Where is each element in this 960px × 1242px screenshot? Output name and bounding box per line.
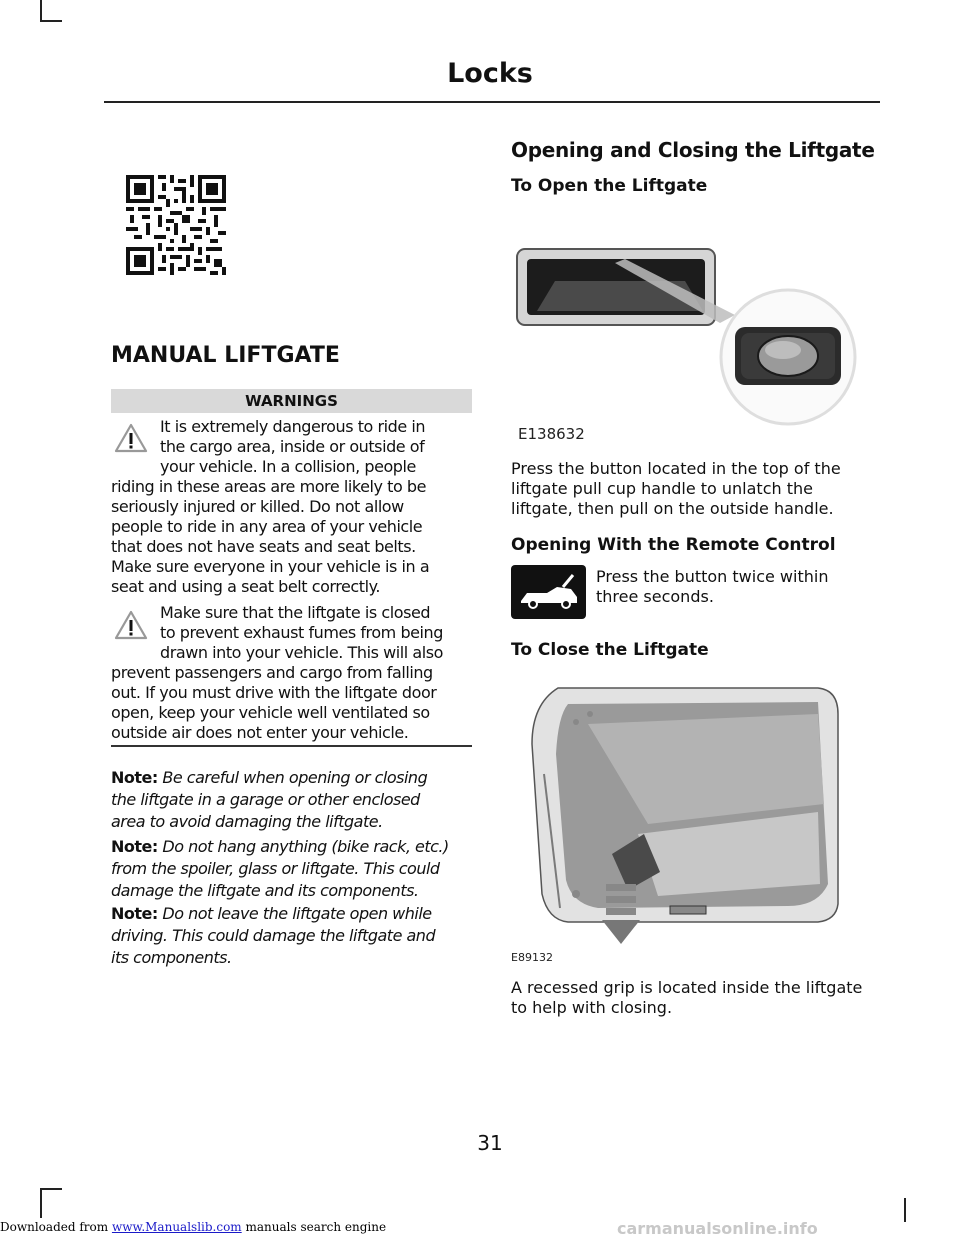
manualslib-link[interactable]: www.Manualslib.com [111, 1220, 242, 1234]
open-instructions-text: Press the button located in the top of the liftgate pull cup handle to unlatch the liftgate, then pull on the outside handle. [511, 459, 841, 518]
watermark-text: carmanualsonline.info [617, 1219, 818, 1238]
crop-mark [40, 20, 62, 22]
figure-id-label: E138632 [518, 425, 585, 443]
heading-to-close: To Close the Liftgate [511, 640, 709, 660]
note-2: Note: Do not hang anything (bike rack, etc.) from the spoiler, glass or liftgate. This could damage the liftgate and its components. [111, 837, 449, 900]
remote-liftgate-button-icon [511, 565, 586, 619]
header-divider [104, 101, 880, 103]
warning-text-1: It is extremely dangerous to ride in the cargo area, inside or outside of your vehicle. In a collision, people riding in these areas are more likely to be seriously injured or killed. Do not allow people to ride in any area of your vehicle that does not have seats and seat belts. Make sure everyone in your vehicle is in a seat and using a seat belt correctly. [111, 417, 430, 596]
heading-remote-control: Opening With the Remote Control [511, 535, 836, 555]
liftgate-interior-illustration [528, 684, 840, 946]
close-instructions-text: A recessed grip is located inside the liftgate to help with closing. [511, 978, 863, 1017]
note-3: Note: Do not leave the liftgate open while driving. This could damage the liftgate and its components. [111, 904, 436, 967]
page-section-title: Locks [447, 58, 533, 89]
crop-mark [40, 0, 42, 22]
warning-text-2: Make sure that the liftgate is closed to prevent exhaust fumes from being drawn into your vehicle. This will also prevent passengers and cargo from falling out. If you must drive with the liftgate door open, keep your vehicle well ventilated so outside air does not enter your vehicle. [111, 603, 443, 742]
page-number: 31 [477, 1131, 503, 1155]
warnings-end-divider [111, 745, 472, 747]
note-1: Note: Be careful when opening or closing the liftgate in a garage or other enclosed area to avoid damaging the liftgate. [111, 768, 428, 831]
section-title-opening-closing: Opening and Closing the Liftgate [511, 138, 875, 162]
heading-to-open: To Open the Liftgate [511, 176, 708, 196]
footer-download-notice: Downloaded from www.Manualslib.com manuals search engine [0, 1220, 387, 1234]
section-title-manual-liftgate: MANUAL LIFTGATE [111, 343, 340, 368]
crop-mark [904, 1198, 906, 1222]
liftgate-handle-illustration [515, 245, 860, 430]
remote-instructions-text: Press the button twice within three seconds. [596, 567, 829, 606]
crop-mark [40, 1188, 62, 1190]
warnings-header: WARNINGS [111, 389, 472, 413]
qr-code-image [126, 175, 226, 275]
crop-mark [40, 1188, 42, 1218]
figure-id-label: E89132 [511, 951, 553, 964]
